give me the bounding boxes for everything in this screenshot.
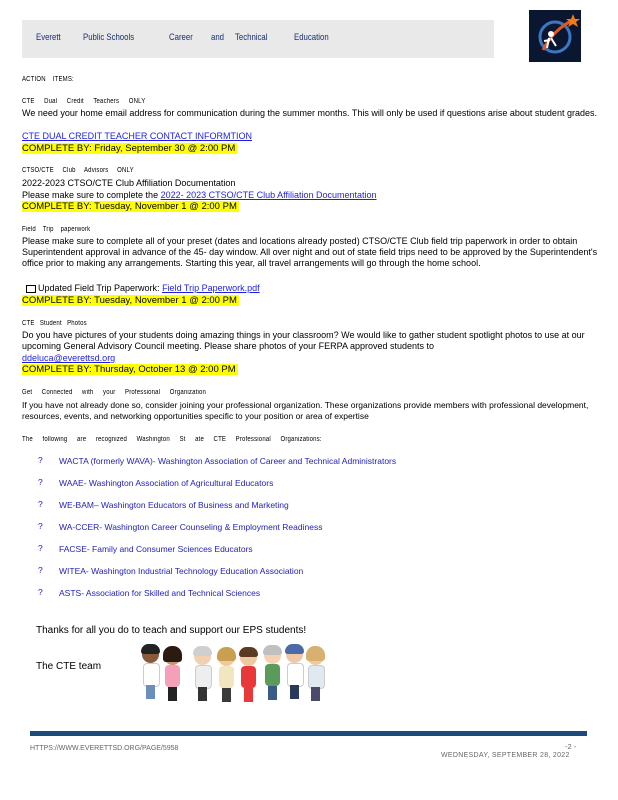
org-name: WE-BAM– Washington Educators of Business and Marketing [59, 500, 289, 510]
dual-credit-body: We need your home email address for communication during the summer months. This will only be used if questions arise about student grades. [22, 108, 597, 118]
checkbox-icon [26, 285, 36, 293]
footer-date: WEDNESDAY, SEPTEMBER 28, 2022 [441, 752, 570, 759]
ctso-heading: CTSO/CTE Club Advisors ONLY [22, 167, 134, 174]
professional-org-body: If you have not already done so, consider joining your professional organization. These organizations provide members with professional development, resources, events, and networking opportunities specific to your position or area of expertise [22, 400, 589, 421]
action-items-heading: ACTION ITEMS: [22, 76, 74, 83]
student-photos-complete-by: COMPLETE BY: Thursday, October 13 @ 2:00 PM [22, 364, 236, 375]
orgs-heading: The following are recognized Washington St ate CTE Professional Organizations: [22, 436, 322, 443]
team-signature: The CTE team [36, 661, 102, 672]
team-figure [263, 647, 282, 703]
team-figure [193, 648, 212, 704]
team-illustration [133, 644, 333, 722]
star-logo-icon [529, 10, 581, 62]
header-word-career: Career [169, 32, 193, 43]
ctso-instructions-text: Please make sure to complete the [22, 190, 161, 200]
bullet-icon: ? [38, 477, 43, 487]
header-word-and: and [211, 32, 225, 43]
field-trip-updated [26, 283, 260, 294]
ctso-affiliation-link[interactable]: 2022- 2023 CTSO/CTE Club Affiliation Documentation [160, 190, 377, 200]
team-figure [285, 646, 304, 702]
dual-credit-heading: CTE Dual Credit Teachers ONLY [22, 98, 146, 105]
team-figure [217, 649, 236, 705]
org-name: ASTS- Association for Skilled and Technical Sciences [59, 588, 261, 598]
footer-url: HTTPS://WWW.EVERETTSD.ORG/PAGE/5958 [30, 745, 179, 752]
bullet-icon: ? [38, 587, 43, 597]
thanks-message: Thanks for all you do to teach and support our EPS students! [36, 625, 307, 636]
professional-org-heading: Get Connected with your Professional Organization [22, 389, 206, 396]
field-trip-pdf-link[interactable]: Field Trip Paperwork.pdf [162, 283, 260, 293]
student-photos-email-link[interactable]: ddeluca@everettsd.org [22, 353, 116, 363]
footer-page-number: -2 - [565, 742, 577, 751]
ctso-complete-by: COMPLETE BY: Tuesday, November 1 @ 2:00 PM [22, 201, 237, 212]
header-word-technical: Technical [235, 32, 268, 43]
ctso-instructions [22, 190, 377, 201]
district-logo [529, 10, 581, 62]
dual-credit-contact-link[interactable]: CTE DUAL CREDIT TEACHER CONTACT INFORMTION [22, 131, 253, 141]
student-photos-body: Do you have pictures of your students doing amazing things in your classroom? We would like to gather student spotlight photos to use at our upcoming General Advisory Council meeting. Please share photos of your FERPA approved students to [22, 330, 585, 351]
student-photos-heading: CTE Student Photos [22, 320, 87, 327]
bullet-icon: ? [38, 565, 43, 575]
ctso-title: 2022-2023 CTSO/CTE Club Affiliation Documentation [22, 178, 236, 188]
team-figure [141, 646, 160, 702]
field-trip-body: Please make sure to complete all of your preset (dates and locations already posted) CTSO/CTE Club field trip paperwork in order to obtain Superintendent approval in advance of the 45- day window. All over night and out of state field trips need to be approved by the Superintendent's office prior to making any arrangements. Starting this year, all travel arrangements will go through the home school. [22, 236, 598, 268]
team-figure [163, 648, 182, 704]
header-word-public-schools: Public Schools [83, 32, 135, 43]
org-name: WACTA (formerly WAVA)- Washington Association of Career and Technical Administrators [59, 456, 397, 466]
dual-credit-complete-by: COMPLETE BY: Friday, September 30 @ 2:00 PM [22, 143, 236, 154]
org-name: WITEA- Washington Industrial Technology Education Association [59, 566, 304, 576]
header-word-education: Education [294, 32, 329, 43]
field-trip-updated-label: Updated Field Trip Paperwork: [38, 283, 163, 293]
field-trip-heading: Field Trip paperwork [22, 226, 91, 233]
footer-divider [30, 731, 587, 736]
header-word-everett: Everett [36, 32, 61, 43]
team-figure [306, 648, 325, 704]
bullet-icon: ? [38, 521, 43, 531]
org-name: WA-CCER- Washington Career Counseling & Employment Readiness [59, 522, 323, 532]
bullet-icon: ? [38, 499, 43, 509]
bullet-icon: ? [38, 455, 43, 465]
field-trip-complete-by: COMPLETE BY: Tuesday, November 1 @ 2:00 PM [22, 295, 237, 306]
header-banner [22, 20, 494, 58]
bullet-icon: ? [38, 543, 43, 553]
org-name: WAAE- Washington Association of Agricultural Educators [59, 478, 274, 488]
team-figure [239, 649, 258, 705]
org-name: FACSE- Family and Consumer Sciences Educators [59, 544, 253, 554]
